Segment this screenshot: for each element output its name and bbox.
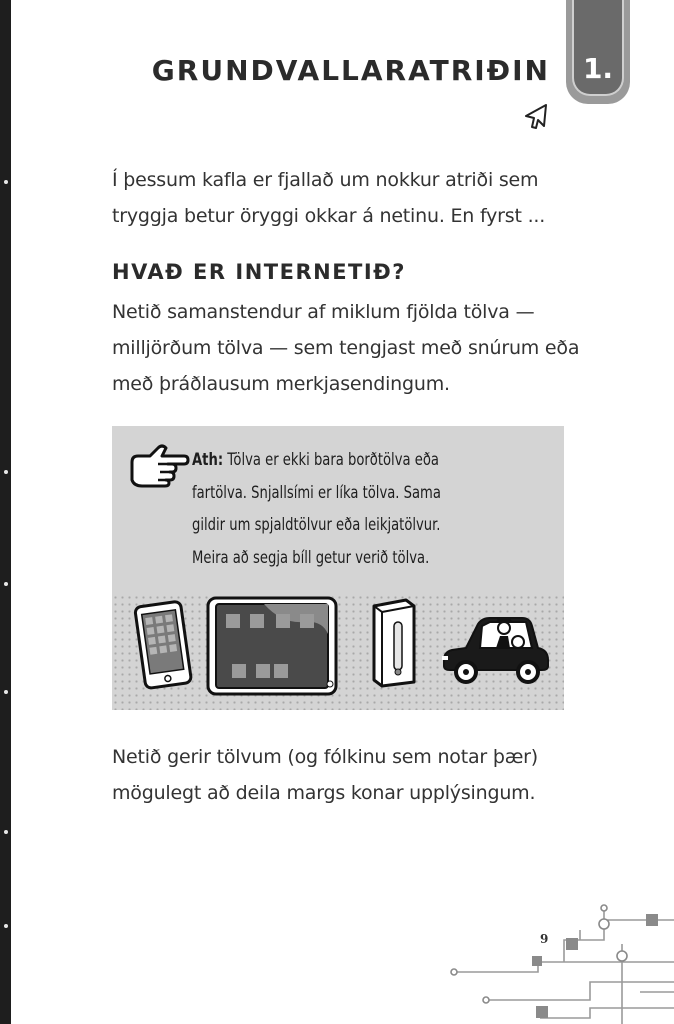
closing-line-2: mögulegt að deila margs konar upplýsingum.: [112, 782, 536, 804]
spine-dot: [4, 830, 8, 834]
section-line-3: með þráðlausum merkjasendingum.: [112, 373, 450, 395]
spine-dot: [4, 470, 8, 474]
game-console-icon: [366, 596, 424, 688]
section-line-2: milljörðum tölva — sem tengjast með snúrum eða: [112, 337, 580, 359]
closing-line-1: Netið gerir tölvum (og fólkinu sem notar þær): [112, 746, 538, 768]
tablet-icon: [204, 594, 340, 698]
pointing-hand-icon: [128, 442, 190, 490]
car-icon: [438, 608, 552, 688]
note-label: Ath:: [192, 450, 224, 470]
spine-dot: [4, 924, 8, 928]
smartphone-icon: [130, 598, 194, 690]
cursor-arrow-icon: [522, 102, 550, 132]
note-line-1: Tölva er ekki bara borðtölva eða: [227, 450, 439, 470]
note-text: [192, 444, 441, 574]
page-spine: [0, 0, 11, 1024]
chapter-number: 1.: [582, 52, 614, 85]
circuit-decoration-icon: [440, 900, 674, 1024]
section-heading: HVAÐ ER INTERNETIÐ?: [112, 260, 406, 284]
note-line-4: Meira að segja bíll getur verið tölva.: [192, 547, 430, 568]
note-line-2: fartölva. Snjallsími er líka tölva. Sama: [192, 482, 441, 503]
intro-line-2: tryggja betur öryggi okkar á netinu. En fyrst ...: [112, 205, 546, 227]
page-number: 9: [540, 932, 549, 946]
note-line-3: gildir um spjaldtölvur eða leikjatölvur.: [192, 515, 441, 535]
spine-dot: [4, 582, 8, 586]
note-box: [112, 426, 564, 710]
section-line-1: Netið samanstendur af miklum fjölda tölva —: [112, 301, 535, 323]
spine-dot: [4, 690, 8, 694]
chapter-title: GRUNDVALLARATRIÐIN: [151, 54, 550, 87]
spine-dot: [4, 180, 8, 184]
intro-line-1: Í þessum kafla er fjallað um nokkur atriði sem: [112, 169, 539, 191]
